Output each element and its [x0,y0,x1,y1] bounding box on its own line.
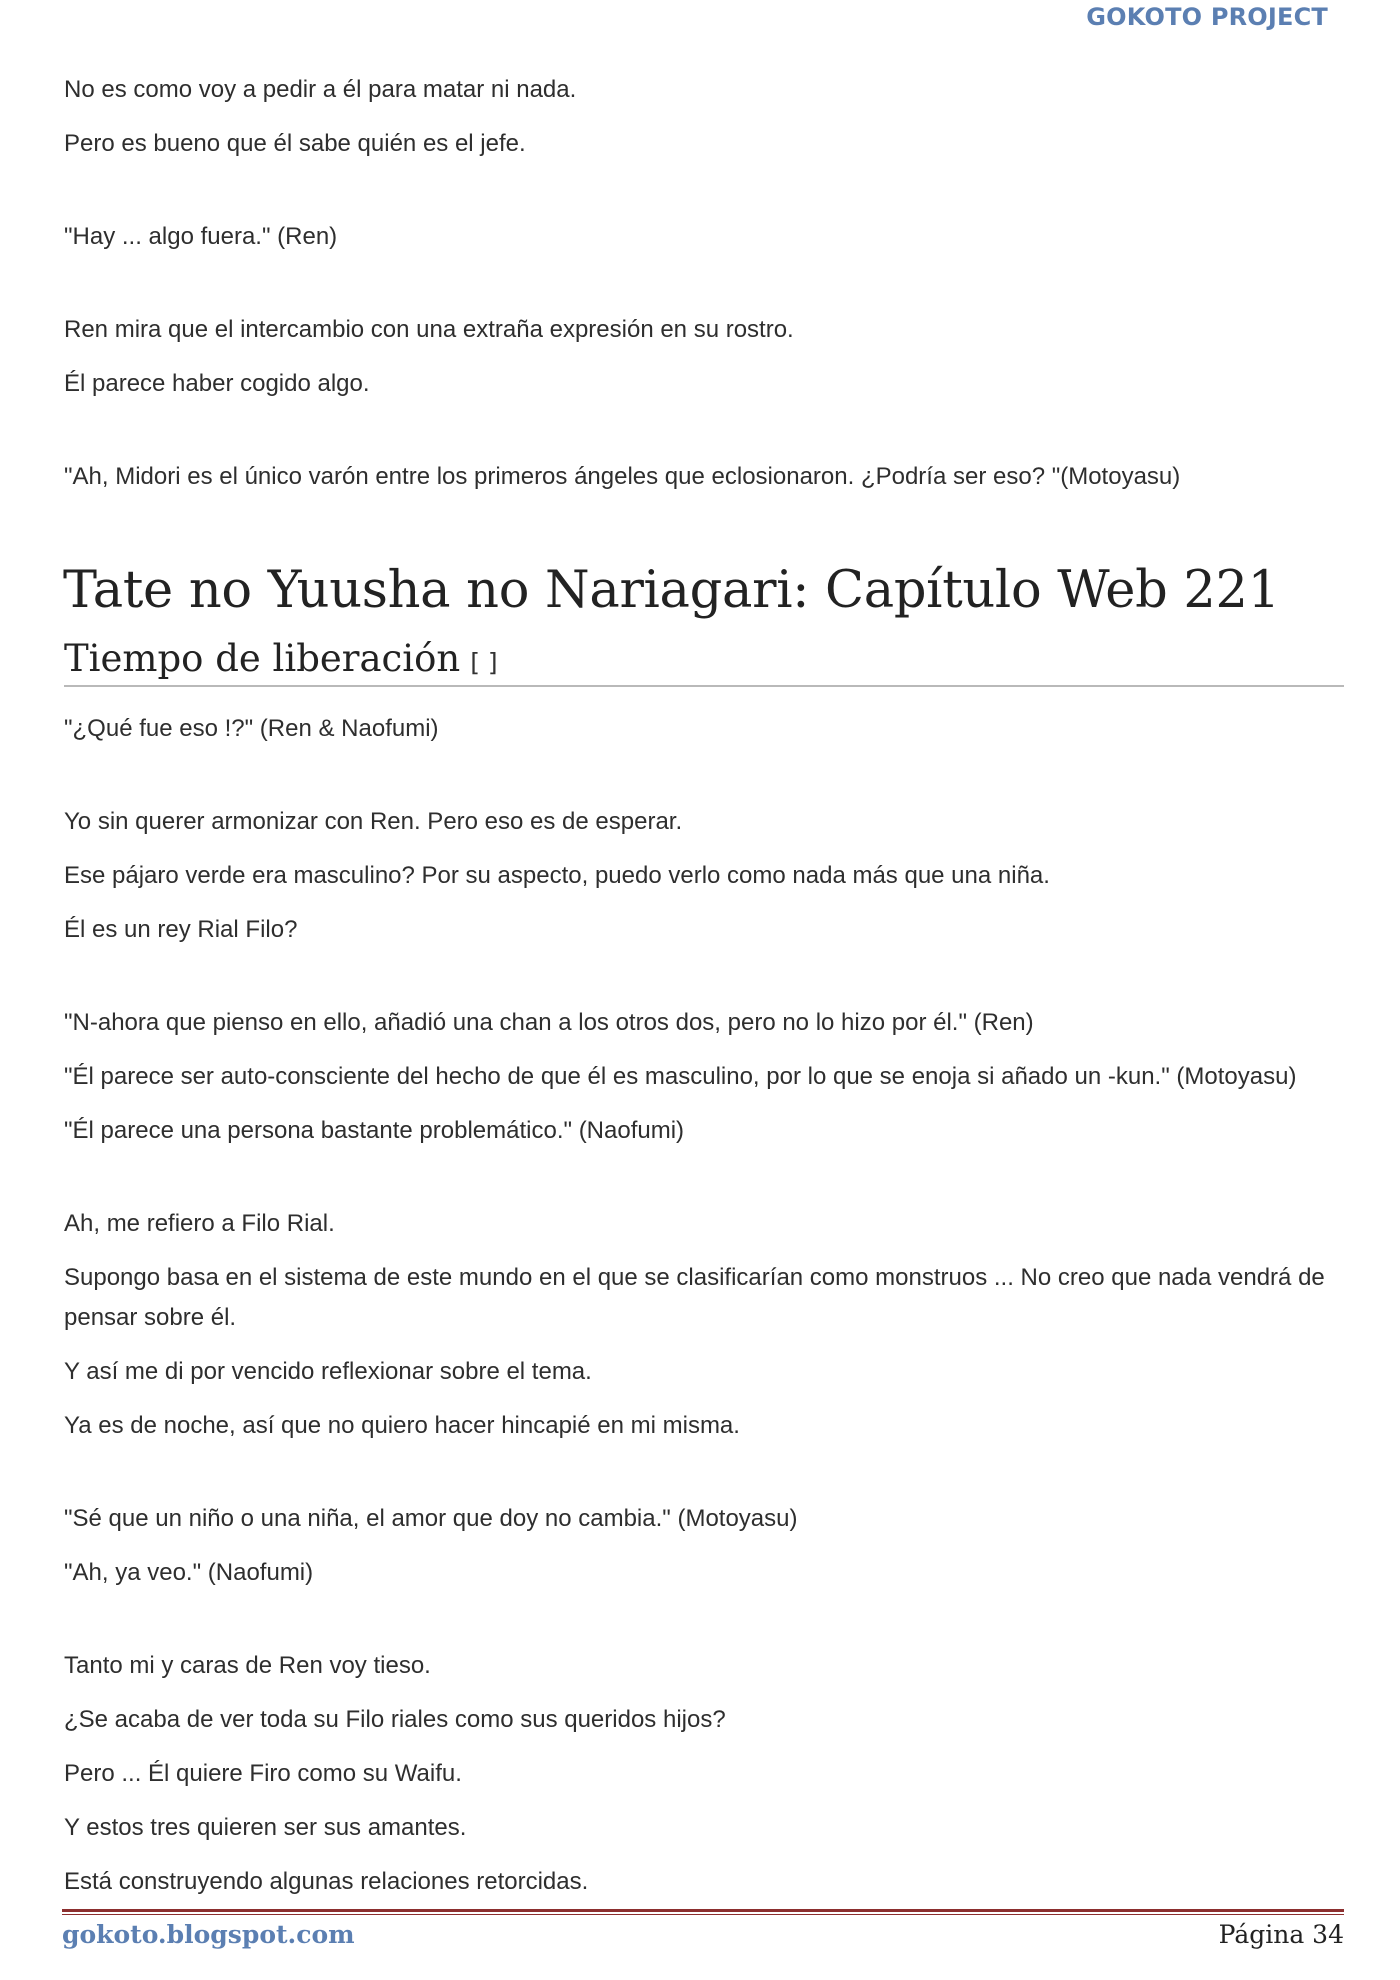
footer-divider [62,1909,1344,1912]
spacer [64,964,1344,1003]
spacer [64,763,1344,802]
paragraph: "Él parece ser auto-consciente del hecho de que él es masculino, por lo que se enoja si añado un -kun." (Motoyasu) [64,1063,1297,1090]
paragraph: Él parece haber cogido algo. [64,370,370,397]
spacer [64,1165,1344,1204]
paragraph: Ah, me refiero a Filo Rial. [64,1210,335,1237]
chapter-subtitle-row [64,635,1344,687]
chapter-title: Tate no Yuusha no Nariagari: Capítulo Web 221 [63,561,1280,620]
paragraph: Tanto mi y caras de Ren voy tieso. [64,1652,431,1679]
spacer [64,1607,1344,1646]
paragraph: ¿Se acaba de ver toda su Filo riales como sus queridos hijos? [64,1706,726,1733]
document-body [64,70,1344,1916]
paragraph: Está construyendo algunas relaciones retorcidas. [64,1868,589,1895]
spacer [64,418,1344,457]
paragraph: Él es un rey Rial Filo? [64,916,298,943]
paragraph: "Él parece una persona bastante problemático." (Naofumi) [64,1117,685,1144]
footer-divider-thin [62,1914,1344,1915]
paragraph: Y estos tres quieren ser sus amantes. [64,1814,467,1841]
paragraph: "Ah, ya veo." (Naofumi) [64,1559,314,1586]
paragraph: "Sé que un niño o una niña, el amor que doy no cambia." (Motoyasu) [64,1505,798,1532]
paragraph: Y así me di por vencido reflexionar sobre el tema. [64,1358,592,1385]
subtitle-bracket: [ ] [470,648,498,677]
paragraph: Ren mira que el intercambio con una extraña expresión en su rostro. [64,316,794,343]
spacer [64,1460,1344,1499]
paragraph: Ese pájaro verde era masculino? Por su aspecto, puedo verlo como nada más que una niña. [64,862,1050,889]
chapter-subtitle: Tiempo de liberación [64,637,461,680]
paragraph: "N-ahora que pienso en ello, añadió una chan a los otros dos, pero no lo hizo por él." (Ren) [64,1009,1034,1036]
spacer [64,178,1344,217]
paragraph: "Hay ... algo fuera." (Ren) [64,223,338,250]
paragraph: Pero es bueno que él sabe quién es el jefe. [64,130,526,157]
paragraph: No es como voy a pedir a él para matar ni nada. [64,76,577,103]
page-number: Página 34 [1218,1920,1344,1949]
spacer [64,271,1344,310]
paragraph: Ya es de noche, así que no quiero hacer hincapié en mi misma. [64,1412,740,1439]
footer-site-link[interactable]: gokoto.blogspot.com [62,1920,355,1949]
header-brand: GOKOTO PROJECT [1086,3,1328,31]
paragraph: Yo sin querer armonizar con Ren. Pero eso es de esperar. [64,808,683,835]
paragraph: Supongo basa en el sistema de este mundo en el que se clasificarían como monstruos ... No creo que nada vendrá de pensar sobre él. [64,1264,1325,1331]
paragraph: Pero ... Él quiere Firo como su Waifu. [64,1760,462,1787]
paragraph: "Ah, Midori es el único varón entre los primeros ángeles que eclosionaron. ¿Podría ser eso? "(Motoyasu) [64,463,1181,490]
paragraph: "¿Qué fue eso !?" (Ren & Naofumi) [64,715,439,742]
